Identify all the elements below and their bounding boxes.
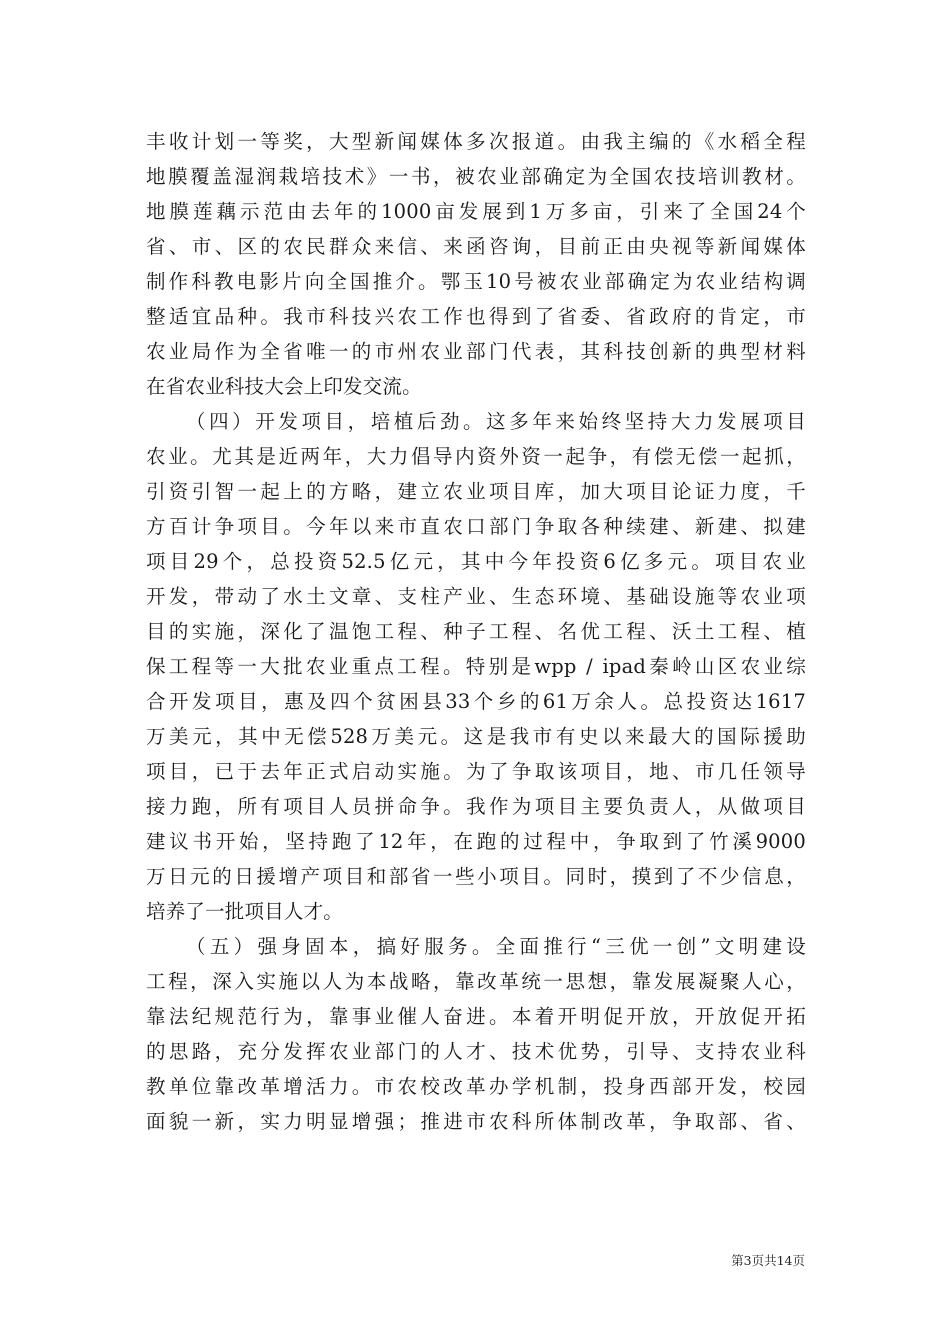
text-line: 农业。尤其是近两年，大力倡导内资外资一起争，有偿无偿一起抓， [146, 445, 806, 468]
text-line: 地膜莲藕示范由去年的1000亩发展到1万多亩，引来了全国24个 [146, 200, 806, 223]
text-line: 项目29个，总投资52.5亿元，其中今年投资6亿多元。项目农业 [146, 550, 806, 573]
text-line: 合开发项目，惠及四个贫困县33个乡的61万余人。总投资达1617 [146, 690, 806, 713]
text-line: 在省农业科技大会上印发交流。 [146, 375, 422, 398]
text-line: 项目，已于去年正式启动实施。为了争取该项目，地、市几任领导 [146, 760, 806, 783]
document-body [146, 124, 806, 1139]
text-line: 农业局作为全省唯一的市州农业部门代表，其科技创新的典型材料 [146, 340, 806, 363]
text-line: 培养了一批项目人才。 [146, 900, 344, 923]
text-line: 建议书开始，坚持跑了12年，在跑的过程中，争取到了竹溪9000 [146, 830, 806, 853]
text-line: 目的实施，深化了温饱工程、种子工程、名优工程、沃土工程、植 [146, 620, 806, 643]
paragraph-start-line: （五）强身固本，搞好服务。全面推行“三优一创”文明建设 [186, 935, 806, 958]
text-line: 万日元的日援增产项目和部省一些小项目。同时，摸到了不少信息， [146, 865, 806, 888]
text-line: 万美元，其中无偿528万美元。这是我市有史以来最大的国际援助 [146, 725, 806, 748]
page-footer [0, 1251, 950, 1269]
text-line: 保工程等一大批农业重点工程。特别是wpp / ipad秦岭山区农业综 [146, 655, 806, 678]
text-line: 接力跑，所有项目人员拼命争。我作为项目主要负责人，从做项目 [146, 795, 806, 818]
text-line: 整适宜品种。我市科技兴农工作也得到了省委、省政府的肯定，市 [146, 305, 806, 328]
text-line: 的思路，充分发挥农业部门的人才、技术优势，引导、支持农业科 [146, 1040, 806, 1063]
text-line: 引资引智一起上的方略，建立农业项目库，加大项目论证力度，千 [146, 480, 806, 503]
text-line: 面貌一新，实力明显增强；推进市农科所体制改革，争取部、省、 [146, 1110, 806, 1133]
page-number: 第3页共14页 [731, 1253, 805, 1268]
text-line: 方百计争项目。今年以来市直农口部门争取各种续建、新建、拟建 [146, 515, 806, 538]
paragraph-start-line: （四）开发项目，培植后劲。这多年来始终坚持大力发展项目 [186, 410, 806, 433]
text-line: 制作科教电影片向全国推介。鄂玉10号被农业部确定为农业结构调 [146, 270, 806, 293]
text-line: 省、市、区的农民群众来信、来函咨询，目前正由央视等新闻媒体 [146, 235, 806, 258]
text-line: 丰收计划一等奖，大型新闻媒体多次报道。由我主编的《水稻全程 [146, 130, 806, 153]
text-line: 地膜覆盖湿润栽培技术》一书，被农业部确定为全国农技培训教材。 [146, 165, 806, 188]
text-line: 教单位靠改革增活力。市农校改革办学机制，投身西部开发，校园 [146, 1075, 806, 1098]
text-line: 开发，带动了水土文章、支柱产业、生态环境、基础设施等农业项 [146, 585, 806, 608]
text-line: 靠法纪规范行为，靠事业催人奋进。本着开明促开放，开放促开拓 [146, 1005, 806, 1028]
text-line: 工程，深入实施以人为本战略，靠改革统一思想，靠发展凝聚人心， [146, 970, 806, 993]
